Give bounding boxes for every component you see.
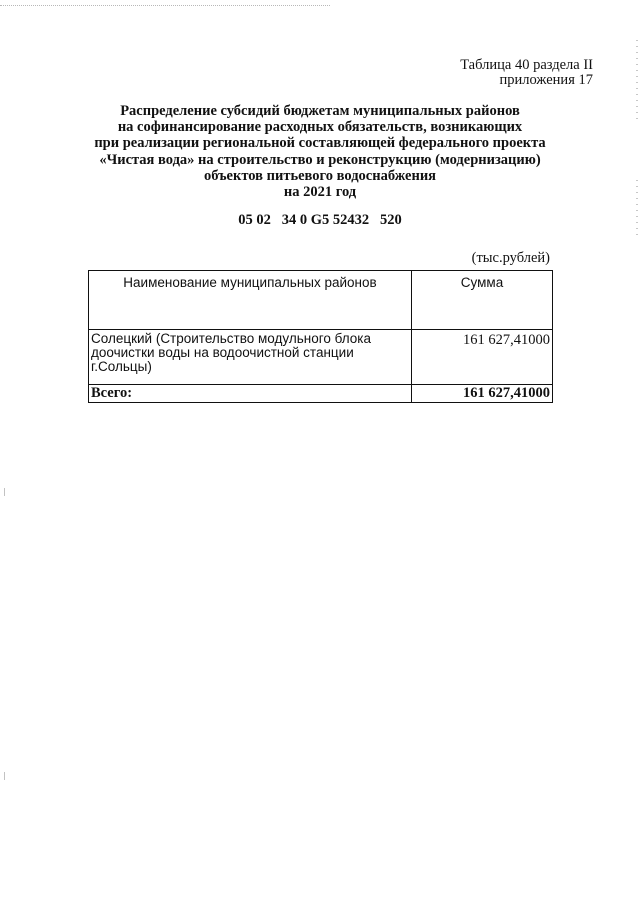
total-amount: 161 627,41000 — [412, 385, 553, 403]
reference-line: приложения 17 — [499, 72, 593, 88]
total-row — [89, 385, 553, 403]
title-line: при реализации региональной составляющей федерального проекта — [94, 135, 546, 152]
table-reference — [460, 58, 593, 88]
distribution-table — [88, 270, 553, 403]
title-line: «Чистая вода» на строительство и реконструкцию (модернизацию) — [99, 151, 541, 168]
title-line: Распределение субсидий бюджетам муниципальных районов — [120, 103, 520, 119]
scan-artifact-top — [0, 0, 330, 6]
table-header-row — [89, 271, 553, 330]
title-line: на 2021 год — [283, 184, 357, 201]
table-row — [89, 330, 553, 385]
scan-artifact-right — [636, 180, 638, 240]
total-label: Всего: — [89, 385, 412, 403]
budget-classification-code: 05 02 34 0 G5 52432 520 — [238, 212, 402, 228]
column-header-name: Наименование муниципальных районов — [89, 271, 412, 330]
amount-cell: 161 627,41000 — [412, 330, 553, 385]
scan-artifact-right — [636, 40, 638, 120]
document-title — [80, 103, 560, 200]
units-label: (тыс.рублей) — [471, 250, 550, 266]
title-line: объектов питьевого водоснабжения — [203, 167, 437, 184]
district-name-cell: Солецкий (Строительство модульного блока доочистки воды на водоочистной станции г.Сольцы) — [89, 330, 412, 385]
column-header-sum: Сумма — [412, 271, 553, 330]
title-line: на софинансирование расходных обязательств, возникающих — [117, 119, 523, 136]
scan-artifact-left — [4, 488, 5, 496]
reference-line: Таблица 40 раздела II — [460, 57, 593, 73]
scan-artifact-left — [4, 772, 5, 780]
